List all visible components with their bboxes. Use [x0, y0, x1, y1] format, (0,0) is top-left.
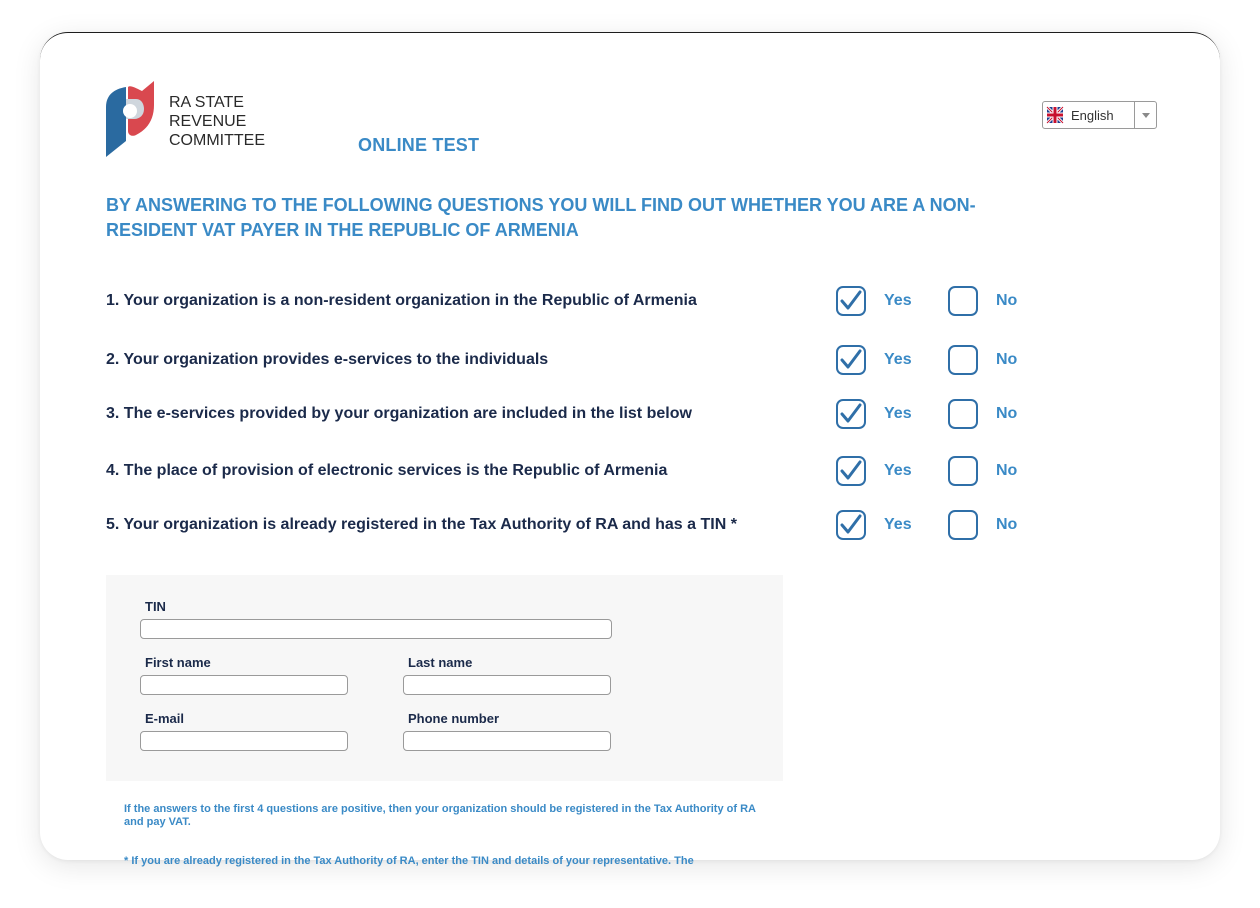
question-text-5: 5. Your organization is already registered in the Tax Authority of RA and has a TIN *	[106, 516, 737, 533]
no-checkbox-3[interactable]	[948, 399, 978, 429]
question-text-2: 2. Your organization provides e-services to the individuals	[106, 351, 549, 368]
tin-label: TIN	[145, 599, 166, 614]
phone-number-input[interactable]	[403, 731, 611, 751]
yes-checkbox-4[interactable]	[836, 456, 866, 486]
organization-name	[169, 93, 329, 150]
question-text-4: 4. The place of provision of electronic services is the Republic of Armenia	[106, 462, 668, 479]
org-name-line-3: COMMITTEE	[169, 132, 265, 149]
yes-option-5[interactable]	[836, 510, 912, 540]
question-row-3	[106, 399, 1106, 429]
page-card	[40, 32, 1220, 867]
yes-label-1: Yes	[884, 292, 912, 309]
yes-label-5: Yes	[884, 516, 912, 533]
first-name-label: First name	[145, 655, 211, 670]
registered-note: * If you are already registered in the Tax Authority of RA, enter the TIN and details of your representative. The	[124, 855, 694, 867]
no-checkbox-2[interactable]	[948, 345, 978, 375]
no-label-1: No	[996, 292, 1018, 309]
question-row-4	[106, 456, 1106, 486]
org-name-line-1: RA STATE	[169, 94, 244, 111]
uk-flag-icon	[1047, 107, 1063, 123]
page-headline: BY ANSWERING TO THE FOLLOWING QUESTIONS YOU WILL FIND OUT WHETHER YOU ARE A NON-RESIDENT VAT PAYER IN THE REPUBLIC OF ARMENIA	[106, 195, 976, 240]
yes-checkbox-2[interactable]	[836, 345, 866, 375]
no-checkbox-4[interactable]	[948, 456, 978, 486]
yes-checkbox-3[interactable]	[836, 399, 866, 429]
yes-label-3: Yes	[884, 405, 912, 422]
checkmark-icon	[839, 290, 863, 312]
question-row-5	[106, 510, 1106, 540]
no-option-3[interactable]	[948, 399, 1017, 429]
yes-option-1[interactable]	[836, 286, 912, 316]
yes-checkbox-5[interactable]	[836, 510, 866, 540]
language-label: English	[1071, 107, 1114, 123]
last-name-input[interactable]	[403, 675, 611, 695]
representative-form	[106, 575, 783, 781]
first-name-input[interactable]	[140, 675, 348, 695]
no-label-4: No	[996, 462, 1018, 479]
question-text-3: 3. The e-services provided by your organization are included in the list below	[106, 405, 692, 422]
org-name-line-2: REVENUE	[169, 113, 247, 130]
no-label-3: No	[996, 405, 1018, 422]
no-label-2: No	[996, 351, 1018, 368]
tin-input[interactable]	[140, 619, 612, 639]
email-input[interactable]	[140, 731, 348, 751]
question-row-2	[106, 345, 1106, 375]
no-option-5[interactable]	[948, 510, 1017, 540]
chevron-down-icon[interactable]	[1134, 102, 1156, 128]
no-label-5: No	[996, 516, 1018, 533]
sate-revenue-committee-logo	[106, 81, 156, 159]
checkmark-icon	[839, 349, 863, 371]
yes-option-2[interactable]	[836, 345, 912, 375]
yes-label-2: Yes	[884, 351, 912, 368]
question-text-1: 1. Your organization is a non-resident organization in the Republic of Armenia	[106, 292, 697, 309]
phone-number-label: Phone number	[408, 711, 500, 726]
checkmark-icon	[839, 460, 863, 482]
no-option-4[interactable]	[948, 456, 1017, 486]
positive-answers-note: If the answers to the first 4 questions are positive, then your organization should be registered in the Tax Authority of RA and pay VAT.	[124, 803, 756, 828]
online-test-title: ONLINE TEST	[358, 135, 480, 155]
no-option-1[interactable]	[948, 286, 1017, 316]
yes-label-4: Yes	[884, 462, 912, 479]
last-name-label: Last name	[408, 655, 473, 670]
yes-option-4[interactable]	[836, 456, 912, 486]
no-option-2[interactable]	[948, 345, 1017, 375]
question-row-1	[106, 286, 1106, 316]
checkmark-icon	[839, 403, 863, 425]
yes-checkbox-1[interactable]	[836, 286, 866, 316]
checkmark-icon	[839, 514, 863, 536]
no-checkbox-1[interactable]	[948, 286, 978, 316]
email-label: E-mail	[145, 711, 185, 726]
yes-option-3[interactable]	[836, 399, 912, 429]
language-select[interactable]	[1042, 101, 1157, 129]
no-checkbox-5[interactable]	[948, 510, 978, 540]
